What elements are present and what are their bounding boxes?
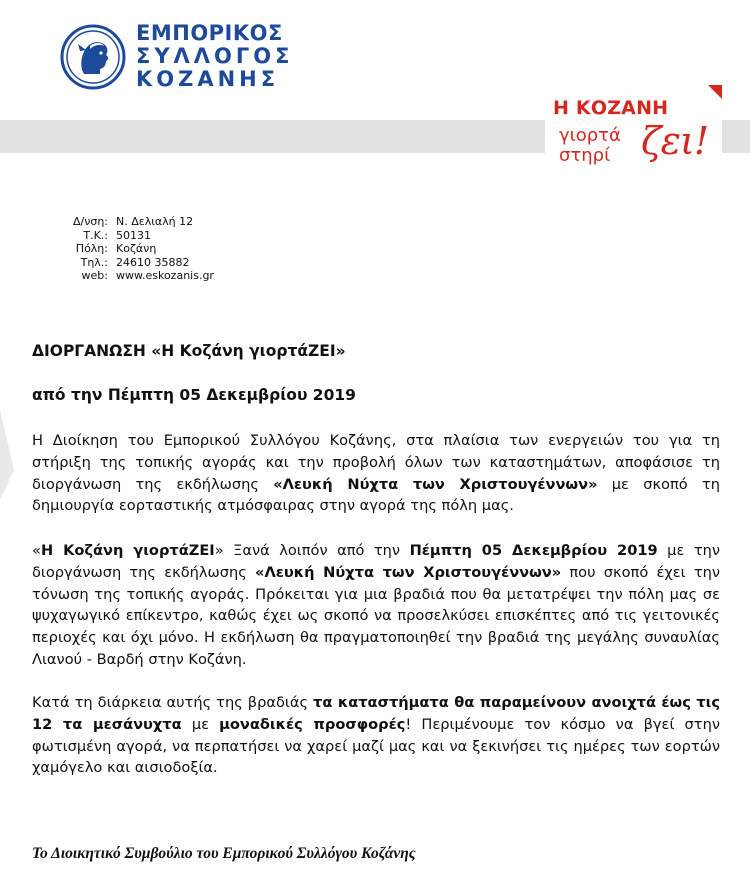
text: » Ξανά λοιπόν από την	[214, 542, 410, 559]
contact-value: 50131	[116, 228, 151, 242]
text: με την διοργάνωση της εκδήλωσης	[32, 542, 721, 581]
text: με	[181, 715, 220, 733]
campaign-logo-corner	[708, 85, 722, 99]
contact-value: Κοζάνη	[116, 242, 157, 256]
paragraph-3	[32, 692, 720, 779]
contact-label: Πόλη:	[75, 242, 108, 256]
contact-value: 24610 35882	[116, 255, 190, 269]
paragraph-2	[32, 540, 720, 671]
text: Η Διοίκηση του Εμπορικού Συλλόγου Κοζάνης, στα πλαίσια των ενεργειών του για τη στήριξη της τοπικής αγοράς και την προβολή όλων των καταστημάτων, αποφάσισε τη διοργάνωση της εκδήλωσης	[32, 432, 720, 493]
association-logo	[60, 22, 300, 94]
logo-wordmark	[136, 22, 294, 91]
contact-row-postcode	[60, 229, 222, 243]
contact-row-city	[60, 242, 222, 256]
document-subheading: από την Πέμπτη 05 Δεκεμβρίου 2019	[32, 386, 356, 404]
campaign-line-1: γιορτά	[559, 125, 621, 146]
emphasis: τα καταστήματα θα παραμείνουν ανοιχτά έως τις 12 τα μεσάνυχτα	[32, 694, 720, 733]
emphasis: Η Κοζάνη γιορτάΖΕΙ	[40, 542, 215, 559]
text: που σκοπό έχει την τόνωση της τοπικής αγοράς. Πρόκειται για μια βραδιά που θα μετατρέψει την πόλη μας σε ψυχαγωγικό επίκεντρο, καθώς έχει ως σκοπό να προσελκύσει επισκέπτες από τις γειτονικές περιοχές και όχι μόνο. Η εκδήλωση θα πραγματοποιηθεί την βραδιά της μεγάλης συναυλίας Λιανού - Βαρδή στην Κοζάνη.	[32, 563, 721, 668]
campaign-title: Η ΚΟΖΑΝΗ	[553, 97, 669, 119]
emphasis: «Λευκή Νύχτα των Χριστουγέννων»	[255, 563, 562, 581]
campaign-script: ζει!	[641, 119, 709, 163]
signature: Το Διοικητικό Συμβούλιο του Εμπορικού Συλλόγου Κοζάνης	[32, 845, 416, 862]
text: «	[32, 542, 41, 559]
emphasis: Πέμπτη 05 Δεκεμβρίου 2019	[409, 542, 658, 559]
emphasis: μοναδικές προσφορές	[219, 715, 406, 733]
emphasis: «Λευκή Νύχτα των Χριστουγέννων»	[273, 475, 598, 493]
text: ! Περιμένουμε τον κόσμο να βγεί στην φωτισμένη αγορά, να περπατήσει να χαρεί μαζί μας και να ξεκινήσει τις ημέρες των εορτών χαμόγελο και αισιοδοξία.	[32, 715, 720, 777]
decorative-mark	[0, 410, 14, 500]
logo-line-3: ΚΟΖΑΝΗΣ	[136, 67, 280, 91]
contact-value: Ν. Δελιαλή 12	[116, 215, 194, 228]
logo-line-1: ΕΜΠΟΡΙΚΟΣ	[136, 21, 283, 45]
contact-row-address	[60, 215, 222, 229]
logo-line-2: ΣΥΛΛΟΓΟΣ	[136, 44, 294, 68]
paragraph-1	[32, 430, 720, 517]
contact-label: web:	[81, 269, 108, 283]
contact-details	[60, 215, 222, 283]
contact-row-phone	[60, 256, 222, 270]
contact-row-web	[60, 269, 222, 283]
contact-label: Τηλ.:	[80, 255, 108, 269]
contact-label: Δ/νση:	[72, 215, 108, 228]
hermes-seal-icon	[60, 24, 126, 90]
contact-website-link[interactable]: www.eskozanis.gr	[116, 269, 214, 283]
campaign-line-2: στηρί	[559, 145, 611, 166]
document-heading: ΔΙΟΡΓΑΝΩΣΗ «Η Κοζάνη γιορτάΖΕΙ»	[32, 342, 346, 360]
contact-label: Τ.Κ.:	[83, 228, 108, 242]
text: με σκοπό τη δημιουργία εορταστικής ατμόσφαιρας στην αγορά της πόλη μας.	[32, 475, 720, 515]
text: Κατά τη διάρκεια αυτής της βραδιάς	[32, 694, 314, 711]
campaign-logo	[545, 85, 722, 188]
